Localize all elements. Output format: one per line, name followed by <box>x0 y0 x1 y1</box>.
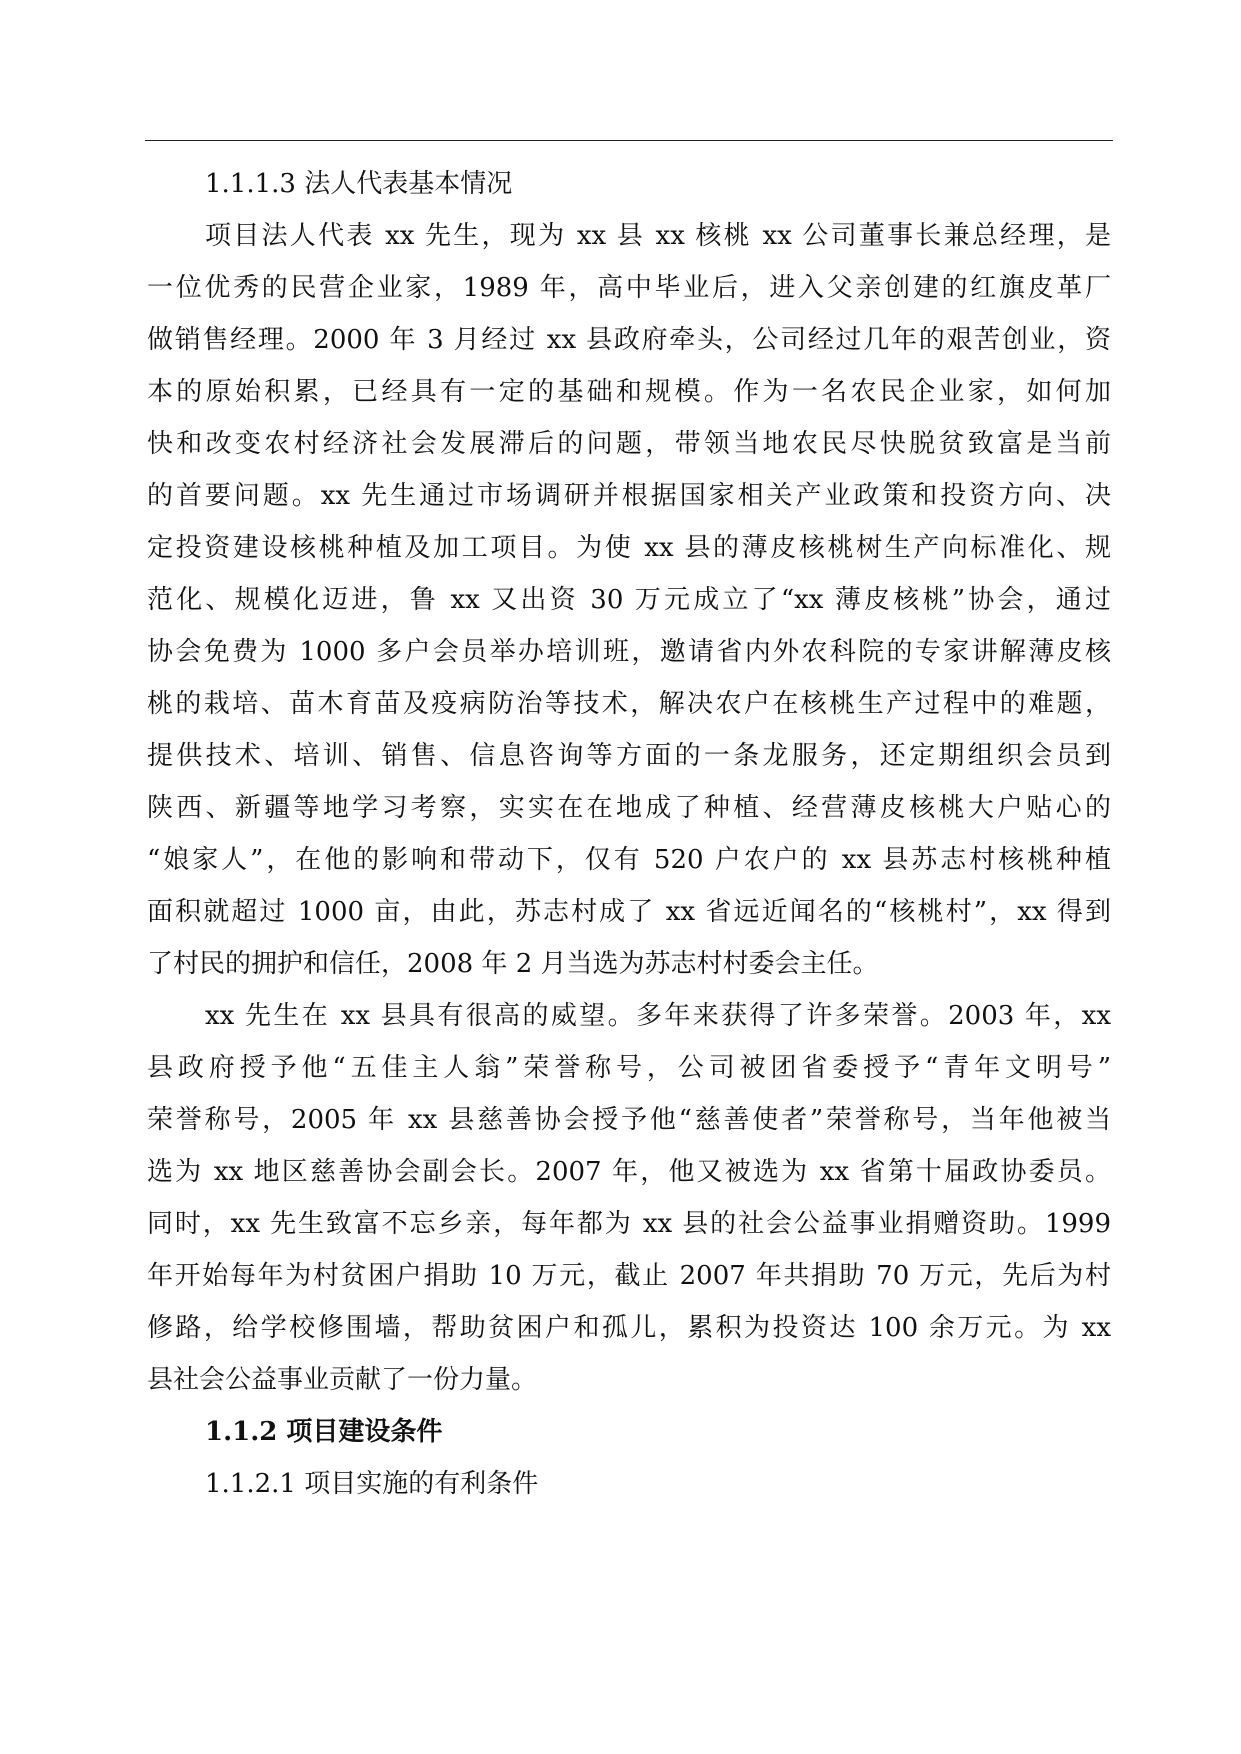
paragraph-line: 同时，xx 先生致富不忘乡亲，每年都为 xx 县的社会公益事业捐赠资助。1999 <box>147 1209 1111 1239</box>
paragraph-line: 做销售经理。2000 年 3 月经过 xx 县政府牵头，公司经过几年的艰苦创业，资 <box>147 325 1111 355</box>
paragraph-line: 的首要问题。xx 先生通过市场调研并根据国家相关产业政策和投资方向、决 <box>147 481 1111 511</box>
document-body <box>147 158 1111 1510</box>
paragraph-line: 项目法人代表 xx 先生，现为 xx 县 xx 核桃 xx 公司董事长兼总经理，是 <box>205 221 1111 251</box>
section-heading-favorable-conditions: 1.1.2.1 项目实施的有利条件 <box>205 1469 539 1499</box>
section-heading-legal-representative: 1.1.1.3 法人代表基本情况 <box>205 169 513 199</box>
paragraph-line: 荣誉称号，2005 年 xx 县慈善协会授予他“慈善使者”荣誉称号，当年他被当 <box>147 1105 1111 1135</box>
paragraph-line: 快和改变农村经济社会发展滞后的问题，带领当地农民尽快脱贫致富是当前 <box>147 429 1111 459</box>
paragraph-line: 县社会公益事业贡献了一份力量。 <box>147 1365 538 1395</box>
header-rule <box>145 140 1113 141</box>
paragraph-line: 提供技术、培训、销售、信息咨询等方面的一条龙服务，还定期组织会员到 <box>147 741 1111 771</box>
paragraph-line: 年开始每年为村贫困户捐助 10 万元，截止 2007 年共捐助 70 万元，先后为村 <box>147 1261 1111 1291</box>
paragraph-line: “娘家人”，在他的影响和带动下，仅有 520 户农户的 xx 县苏志村核桃种植 <box>147 845 1111 875</box>
paragraph-line: 面积就超过 1000 亩，由此，苏志村成了 xx 省远近闻名的“核桃村”，xx 得到 <box>147 897 1111 927</box>
paragraph-line: 一位优秀的民营企业家，1989 年，高中毕业后，进入父亲创建的红旗皮革厂 <box>147 273 1111 303</box>
paragraph-line: 协会免费为 1000 多户会员举办培训班，邀请省内外农科院的专家讲解薄皮核 <box>147 637 1111 667</box>
paragraph-line: 定投资建设核桃种植及加工项目。为使 xx 县的薄皮核桃树生产向标准化、规 <box>147 533 1111 563</box>
paragraph-legal-representative <box>147 210 1111 990</box>
section-heading-construction-conditions: 1.1.2 项目建设条件 <box>205 1417 443 1447</box>
paragraph-honors <box>147 990 1111 1406</box>
paragraph-line: 桃的栽培、苗木育苗及疫病防治等技术，解决农户在核桃生产过程中的难题， <box>147 689 1111 719</box>
paragraph-line: 县政府授予他“五佳主人翁”荣誉称号，公司被团省委授予“青年文明号” <box>147 1053 1111 1083</box>
paragraph-line: 陕西、新疆等地学习考察，实实在在地成了种植、经营薄皮核桃大户贴心的 <box>147 793 1111 823</box>
paragraph-line: xx 先生在 xx 县具有很高的威望。多年来获得了许多荣誉。2003 年，xx <box>205 1001 1111 1031</box>
paragraph-line: 本的原始积累，已经具有一定的基础和规模。作为一名农民企业家，如何加 <box>147 377 1111 407</box>
paragraph-line: 了村民的拥护和信任，2008 年 2 月当选为苏志村村委会主任。 <box>147 949 879 979</box>
paragraph-line: 范化、规模化迈进，鲁 xx 又出资 30 万元成立了“xx 薄皮核桃”协会，通过 <box>147 585 1111 615</box>
paragraph-line: 选为 xx 地区慈善协会副会长。2007 年，他又被选为 xx 省第十届政协委员。 <box>147 1157 1111 1187</box>
paragraph-line: 修路，给学校修围墙，帮助贫困户和孤儿，累积为投资达 100 余万元。为 xx <box>147 1313 1111 1343</box>
